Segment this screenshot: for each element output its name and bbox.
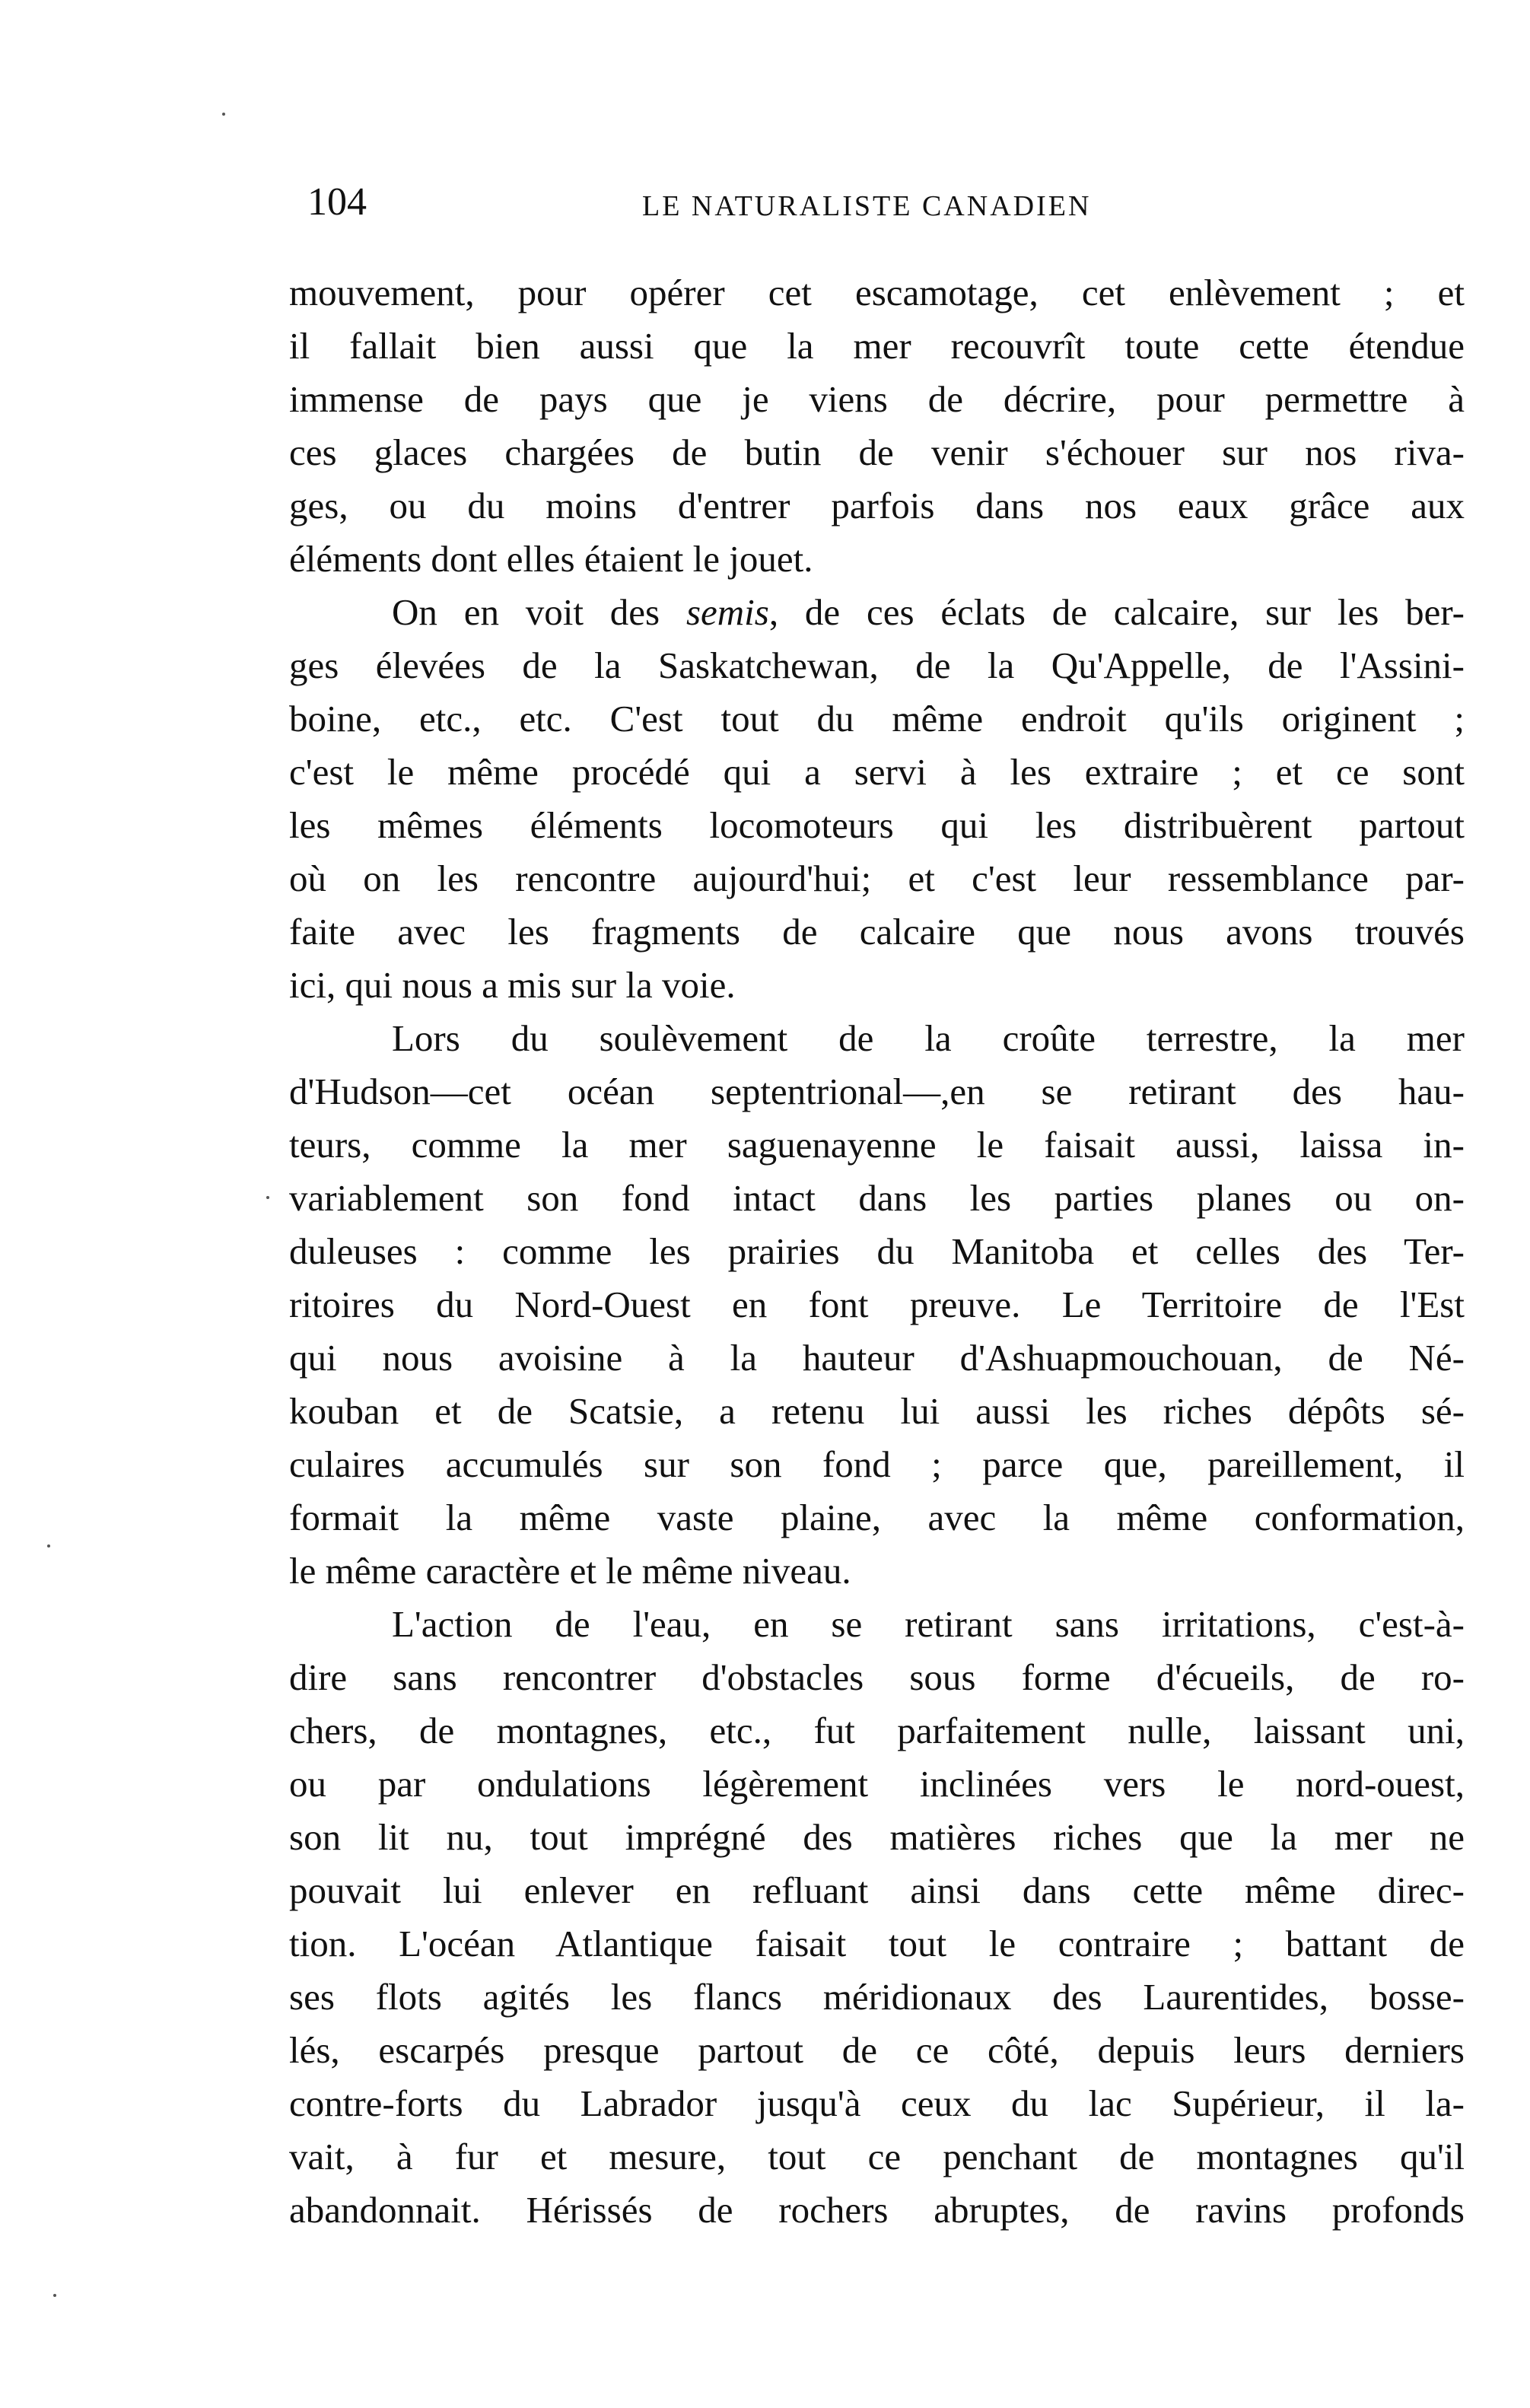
text-line: tion. L'océan Atlantique faisait tout le contraire ; battant de (289, 1923, 1465, 1964)
text-line: dire sans rencontrer d'obstacles sous forme d'écueils, de ro- (289, 1656, 1465, 1698)
scan-speck (53, 2294, 56, 2297)
text-line: le même caractère et le même niveau. (289, 1550, 851, 1592)
text-line: ces glaces chargées de butin de venir s'échouer sur nos riva- (289, 431, 1465, 473)
text-fragment: On en voit des (392, 591, 660, 633)
text-fragment: , de ces éclats de calcaire, sur les ber- (768, 591, 1465, 633)
text-line: L'action de l'eau, en se retirant sans irritations, c'est-à- (392, 1603, 1465, 1645)
text-line: pouvait lui enlever en refluant ainsi dans cette même direc- (289, 1869, 1465, 1911)
text-line: culaires accumulés sur son fond ; parce que, pareillement, il (289, 1443, 1465, 1485)
text-line: les mêmes éléments locomoteurs qui les distribuèrent partout (289, 804, 1465, 846)
text-line: Lors du soulèvement de la croûte terrestre, la mer (392, 1017, 1465, 1059)
text-line: chers, de montagnes, etc., fut parfaitement nulle, laissant uni, (289, 1710, 1465, 1751)
text-line: immense de pays que je viens de décrire, pour permettre à (289, 378, 1465, 420)
page-header (307, 180, 1464, 233)
scan-speck (47, 1544, 50, 1548)
text-line: vait, à fur et mesure, tout ce penchant de montagnes qu'il (289, 2136, 1465, 2177)
text-line: ses flots agités les flancs méridionaux des Laurentides, bosse- (289, 1976, 1465, 2018)
text-line: d'Hudson—cet océan septentrional—,en se retirant des hau- (289, 1070, 1465, 1112)
text-line: kouban et de Scatsie, a retenu lui aussi les riches dépôts sé- (289, 1390, 1465, 1432)
paragraph-1 (289, 266, 1465, 586)
text-line: duleuses : comme les prairies du Manitoba et celles des Ter- (289, 1230, 1465, 1272)
text-line: formait la même vaste plaine, avec la même conformation, (289, 1497, 1465, 1538)
text-line: son lit nu, tout imprégné des matières riches que la mer ne (289, 1816, 1465, 1858)
paragraph-4 (289, 1598, 1465, 2237)
text-line-first (289, 586, 1465, 639)
running-title: LE NATURALISTE CANADIEN (642, 190, 1092, 222)
text-line: éléments dont elles étaient le jouet. (289, 538, 813, 580)
text-line: variablement son fond intact dans les parties planes ou on- (289, 1177, 1465, 1219)
paragraph-3 (289, 1012, 1465, 1598)
text-line: teurs, comme la mer saguenayenne le faisait aussi, laissa in- (289, 1124, 1465, 1166)
text-line: abandonnait. Hérissés de rochers abruptes, de ravins profonds (289, 2189, 1465, 2231)
paragraph-2 (289, 586, 1465, 1012)
text-line: mouvement, pour opérer cet escamotage, cet enlèvement ; et (289, 272, 1465, 313)
italic-word: semis (685, 591, 769, 633)
text-line: ges, ou du moins d'entrer parfois dans nos eaux grâce aux (289, 485, 1465, 526)
scan-speck (222, 113, 225, 116)
text-line: boine, etc., etc. C'est tout du même endroit qu'ils originent ; (289, 698, 1465, 740)
text-line: ici, qui nous a mis sur la voie. (289, 964, 736, 1006)
page-number: 104 (307, 180, 367, 224)
text-line: qui nous avoisine à la hauteur d'Ashuapmouchouan, de Né- (289, 1337, 1465, 1379)
text-line: ritoires du Nord-Ouest en font preuve. Le Territoire de l'Est (289, 1284, 1465, 1325)
text-line: ges élevées de la Saskatchewan, de la Qu'Appelle, de l'Assini- (289, 644, 1465, 686)
text-line: contre-forts du Labrador jusqu'à ceux du lac Supérieur, il la- (289, 2082, 1465, 2124)
text-line: faite avec les fragments de calcaire que nous avons trouvés (289, 911, 1465, 953)
text-line: ou par ondulations légèrement inclinées vers le nord-ouest, (289, 1763, 1465, 1805)
text-line: lés, escarpés presque partout de ce côté, depuis leurs derniers (289, 2029, 1465, 2071)
text-line: où on les rencontre aujourd'hui; et c'est leur ressemblance par- (289, 857, 1465, 899)
text-line: il fallait bien aussi que la mer recouvrît toute cette étendue (289, 325, 1465, 367)
text-line: c'est le même procédé qui a servi à les extraire ; et ce sont (289, 751, 1465, 793)
body-text (289, 266, 1465, 2237)
scan-speck (266, 1196, 269, 1199)
